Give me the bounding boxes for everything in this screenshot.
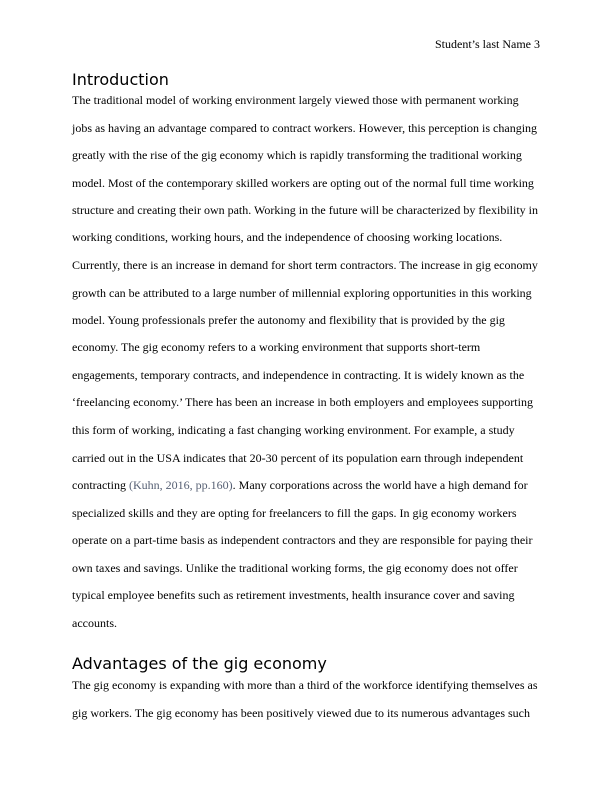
paragraph-line: own taxes and savings. Unlike the traditional working forms, the gig economy does not offer [72, 561, 518, 575]
paragraph-line: model. Most of the contemporary skilled workers are opting out of the normal full time working [72, 176, 534, 190]
citation-line-after: . Many corporations across the world have a high demand for [232, 478, 528, 492]
in-text-citation: (Kuhn, 2016, pp.160) [128, 478, 233, 492]
citation-line-before: contracting [72, 478, 129, 492]
paragraph-line: gig workers. The gig economy has been positively viewed due to its numerous advantages such [72, 706, 531, 720]
paragraph-line: The traditional model of working environment largely viewed those with permanent working [72, 93, 519, 107]
paragraph-line: this form of working, indicating a fast changing working environment. For example, a study [72, 423, 515, 437]
paragraph-line: operate on a part-time basis as independent contractors and they are responsible for paying their [72, 533, 533, 547]
paragraph-line: engagements, temporary contracts, and independence in contracting. It is widely known as the [72, 368, 525, 382]
advantages-heading: Advantages of the gig economy [72, 654, 327, 673]
paragraph-line: working conditions, working hours, and the independence of choosing working locations. [72, 230, 503, 244]
paragraph-line: The gig economy is expanding with more than a third of the workforce identifying themselves as [72, 678, 538, 692]
paragraph-line: jobs as having an advantage compared to contract workers. However, this perception is changing [72, 121, 538, 135]
paragraph-line: ‘freelancing economy.’ There has been an increase in both employers and employees supporting [72, 395, 533, 409]
paragraph-line: accounts. [72, 616, 117, 630]
paragraph-line: structure and creating their own path. Working in the future will be characterized by flexibility in [72, 203, 538, 217]
paragraph-line: model. Young professionals prefer the autonomy and flexibility that is provided by the gig [72, 313, 505, 327]
introduction-heading: Introduction [72, 70, 169, 89]
paragraph-line: greatly with the rise of the gig economy which is rapidly transforming the traditional working [72, 148, 522, 162]
paragraph-line: Currently, there is an increase in demand for short term contractors. The increase in gig economy [72, 258, 538, 272]
running-head: Student’s last Name 3 [435, 37, 540, 51]
paragraph-line-with-citation [72, 477, 528, 493]
paragraph-line: growth can be attributed to a large number of millennial exploring opportunities in this working [72, 286, 532, 300]
paragraph-line: economy. The gig economy refers to a working environment that supports short-term [72, 340, 481, 354]
paragraph-line: typical employee benefits such as retirement investments, health insurance cover and saving [72, 588, 515, 602]
paragraph-line: specialized skills and they are opting for freelancers to fill the gaps. In gig economy workers [72, 506, 517, 520]
paragraph-line: carried out in the USA indicates that 20-30 percent of its population earn through independent [72, 451, 524, 465]
